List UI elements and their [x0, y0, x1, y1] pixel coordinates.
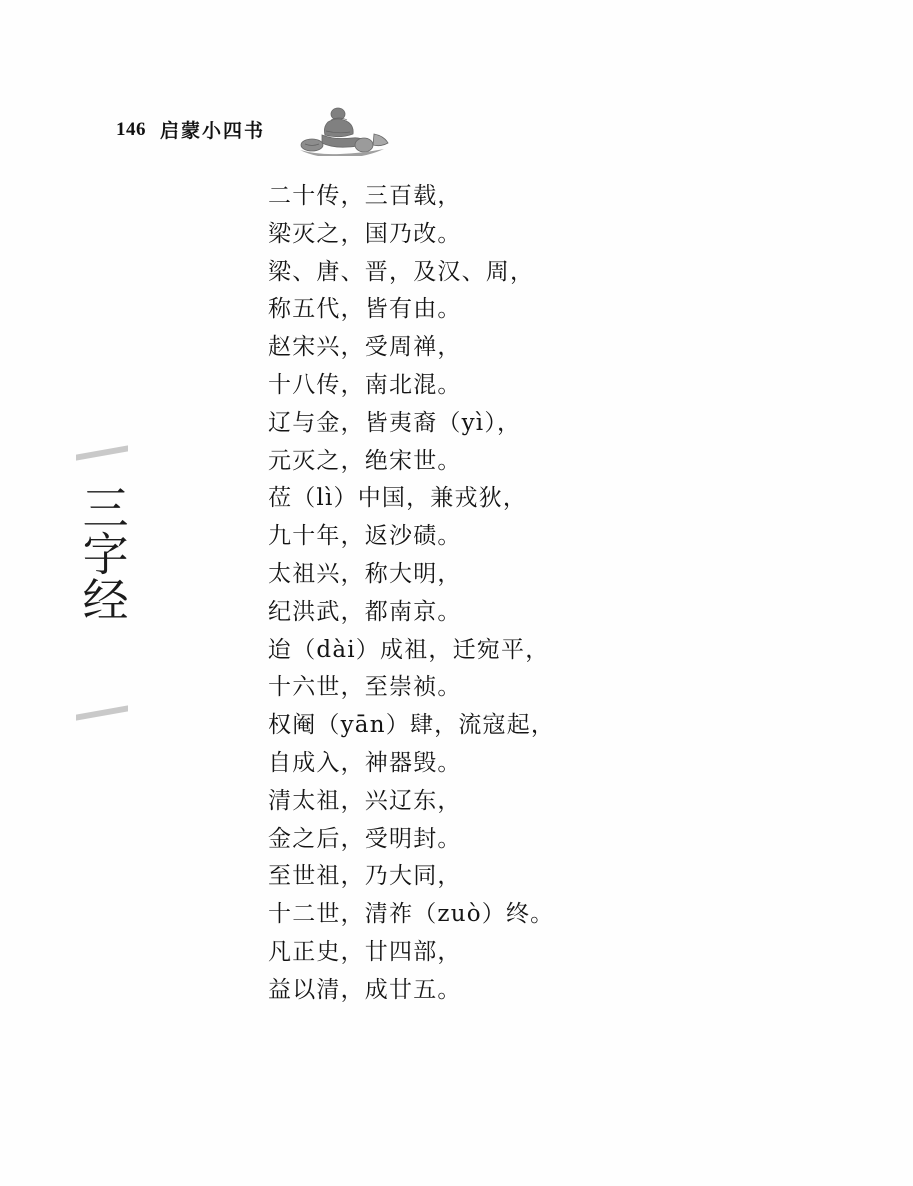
- page-number: 146: [116, 118, 146, 140]
- verse-line: 梁、唐、晋，及汉、周，: [268, 258, 535, 285]
- verse-line: 十六世，至崇祯。: [268, 674, 462, 701]
- verse-line: 九十年，返沙碛。: [268, 523, 462, 550]
- verse-line: 梁灭之，国乃改。: [268, 220, 462, 247]
- verse-line: 迨（dài）成祖，迁宛平，: [268, 636, 550, 663]
- verse-line: 清太祖，兴辽东，: [268, 787, 462, 814]
- verse-line: 莅（lì）中国，兼戎狄，: [268, 485, 528, 512]
- book-title: 启蒙小四书: [160, 120, 266, 142]
- side-title: [62, 450, 142, 716]
- verse-line: 益以清，成廿五。: [268, 976, 462, 1003]
- verse-line: 十二世，清祚（zuò）终。: [268, 901, 555, 928]
- verse-line: 二十传，三百载，: [268, 183, 462, 209]
- verse-line: 金之后，受明封。: [268, 825, 462, 852]
- verse-line: 十八传，南北混。: [268, 371, 462, 398]
- brush-stroke-rule-bottom-icon: [76, 705, 128, 720]
- verse-line: 凡正史，廿四部，: [268, 938, 462, 965]
- verse-line: 纪洪武，都南京。: [268, 598, 462, 625]
- verse-body: [268, 178, 698, 1010]
- verse-line: 太祖兴，称大明，: [268, 560, 462, 587]
- verse-line: 自成入，神器毁。: [268, 749, 462, 776]
- ink-drawing-figure-ornament: [292, 104, 396, 156]
- running-head: [116, 116, 265, 143]
- verse-line: 权阉（yān）肆，流寇起，: [268, 712, 556, 739]
- verse-line: 元灭之，绝宋世。: [268, 447, 462, 474]
- verse-line: 辽与金，皆夷裔（yì），: [268, 409, 522, 436]
- verse-line: 至世祖，乃大同，: [268, 863, 462, 890]
- verse-line: 称五代，皆有由。: [268, 296, 462, 323]
- brush-stroke-rule-top-icon: [76, 445, 128, 460]
- side-title-text: 三字经: [75, 484, 130, 622]
- verse-line: 赵宋兴，受周禅，: [268, 334, 462, 361]
